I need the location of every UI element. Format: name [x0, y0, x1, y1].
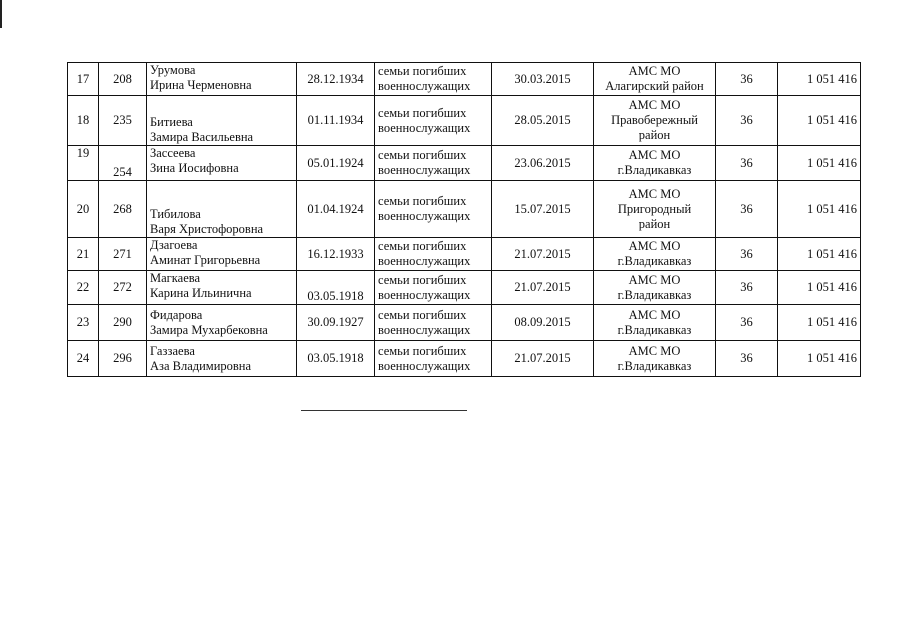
birth-date: 28.12.1934	[297, 63, 375, 96]
registry-table	[67, 62, 861, 377]
given-names: Замира Мухарбековна	[150, 322, 268, 337]
record-id: 271	[99, 238, 147, 271]
row-number: 18	[68, 96, 99, 146]
decision-date: 21.07.2015	[492, 341, 594, 377]
given-names: Варя Христофоровна	[150, 222, 264, 236]
organization: АМС МО г.Владикавказ	[594, 146, 716, 181]
surname: Фидарова	[150, 307, 203, 322]
quantity: 36	[716, 238, 778, 271]
decision-date: 28.05.2015	[492, 96, 594, 146]
amount: 1 051 416	[778, 238, 861, 271]
given-names: Аминат Григорьевна	[150, 253, 261, 267]
amount: 1 051 416	[778, 341, 861, 377]
category: семьи погибших военнослужащих	[375, 63, 492, 96]
record-id: 268	[99, 181, 147, 238]
end-of-document-rule	[301, 410, 467, 411]
birth-date: 01.04.1924	[297, 181, 375, 238]
category: семьи погибших военнослужащих	[375, 305, 492, 341]
record-id: 235	[99, 96, 147, 146]
decision-date: 15.07.2015	[492, 181, 594, 238]
given-names: Аза Владимировна	[150, 358, 252, 373]
table-row	[68, 271, 861, 305]
birth-date: 16.12.1933	[297, 238, 375, 271]
amount: 1 051 416	[778, 271, 861, 305]
given-names: Ирина Черменовна	[150, 78, 252, 92]
table-row	[68, 146, 861, 181]
organization: АМС МО Правобережный район	[594, 96, 716, 146]
table-row	[68, 63, 861, 96]
person-name	[147, 146, 297, 181]
person-name	[147, 63, 297, 96]
organization: АМС МО г.Владикавказ	[594, 271, 716, 305]
person-name	[147, 238, 297, 271]
quantity: 36	[716, 96, 778, 146]
birth-date: 03.05.1918	[297, 271, 375, 305]
record-id: 254	[99, 146, 147, 181]
quantity: 36	[716, 271, 778, 305]
quantity: 36	[716, 146, 778, 181]
category: семьи погибших военнослужащих	[375, 271, 492, 305]
birth-date: 05.01.1924	[297, 146, 375, 181]
person-name	[147, 96, 297, 146]
birth-date: 01.11.1934	[297, 96, 375, 146]
record-id: 272	[99, 271, 147, 305]
quantity: 36	[716, 341, 778, 377]
decision-date: 08.09.2015	[492, 305, 594, 341]
table-row	[68, 341, 861, 377]
category: семьи погибших военнослужащих	[375, 146, 492, 181]
surname: Дзагоева	[150, 238, 198, 252]
person-name	[147, 271, 297, 305]
birth-date: 03.05.1918	[297, 341, 375, 377]
category: семьи погибших военнослужащих	[375, 96, 492, 146]
person-name	[147, 305, 297, 341]
scan-edge-mark	[0, 0, 2, 28]
decision-date: 23.06.2015	[492, 146, 594, 181]
table-row	[68, 305, 861, 341]
amount: 1 051 416	[778, 63, 861, 96]
decision-date: 21.07.2015	[492, 271, 594, 305]
row-number: 22	[68, 271, 99, 305]
organization: АМС МО Пригородный район	[594, 181, 716, 238]
record-id: 208	[99, 63, 147, 96]
category: семьи погибших военнослужащих	[375, 341, 492, 377]
amount: 1 051 416	[778, 305, 861, 341]
organization: АМС МО г.Владикавказ	[594, 305, 716, 341]
row-number: 21	[68, 238, 99, 271]
given-names: Зина Иосифовна	[150, 161, 239, 175]
given-names: Карина Ильинична	[150, 286, 252, 300]
birth-date: 30.09.1927	[297, 305, 375, 341]
quantity: 36	[716, 181, 778, 238]
quantity: 36	[716, 305, 778, 341]
surname: Тибилова	[150, 207, 201, 221]
row-number: 20	[68, 181, 99, 238]
surname: Магкаева	[150, 271, 201, 285]
organization: АМС МО г.Владикавказ	[594, 341, 716, 377]
category: семьи погибших военнослужащих	[375, 181, 492, 238]
surname: Газзаева	[150, 343, 195, 358]
amount: 1 051 416	[778, 181, 861, 238]
organization: АМС МО г.Владикавказ	[594, 238, 716, 271]
surname: Зассеева	[150, 146, 196, 160]
row-number: 19	[68, 146, 99, 181]
row-number: 17	[68, 63, 99, 96]
decision-date: 30.03.2015	[492, 63, 594, 96]
table-row	[68, 238, 861, 271]
quantity: 36	[716, 63, 778, 96]
row-number: 24	[68, 341, 99, 377]
table-row	[68, 181, 861, 238]
person-name	[147, 341, 297, 377]
surname: Битиева	[150, 115, 193, 129]
category: семьи погибших военнослужащих	[375, 238, 492, 271]
amount: 1 051 416	[778, 96, 861, 146]
surname: Урумова	[150, 63, 196, 77]
row-number: 23	[68, 305, 99, 341]
amount: 1 051 416	[778, 146, 861, 181]
organization: АМС МО Алагирский район	[594, 63, 716, 96]
record-id: 296	[99, 341, 147, 377]
given-names: Замира Васильевна	[150, 130, 254, 144]
table-row	[68, 96, 861, 146]
decision-date: 21.07.2015	[492, 238, 594, 271]
person-name	[147, 181, 297, 238]
record-id: 290	[99, 305, 147, 341]
